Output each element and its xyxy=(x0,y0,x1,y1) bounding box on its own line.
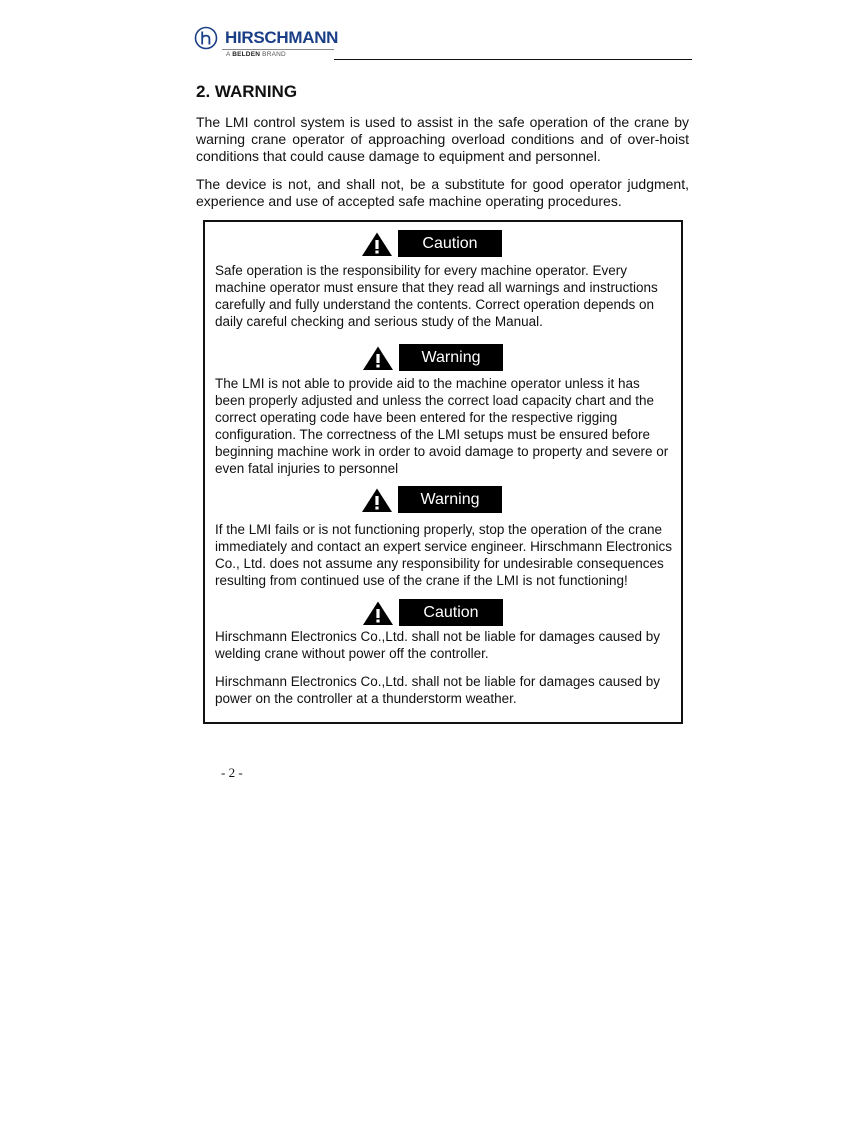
safety-notices-box xyxy=(203,220,683,724)
logo-tagline: A BELDEN BRAND xyxy=(226,51,286,58)
caution-text-2: Hirschmann Electronics Co.,Ltd. shall not be liable for damages caused by welding crane without power off the controller. xyxy=(215,629,660,661)
warning-label: Warning xyxy=(399,344,503,371)
caution-label: Caution xyxy=(399,599,503,626)
warning-triangle-icon xyxy=(361,487,393,513)
caution-text-1: Safe operation is the responsibility for every machine operator. Every machine operator must ensure that they read all warnings and instructions carefully and fully understand the contents. Correct operation depends on daily careful checking and serious study of the Manual. xyxy=(215,263,658,329)
section-title: 2. WARNING xyxy=(196,82,298,101)
page-number: - 2 - xyxy=(221,765,243,780)
warning-header-2 xyxy=(361,486,502,513)
hirschmann-logo xyxy=(194,24,344,60)
intro-paragraph-2: The device is not, and shall not, be a substitute for good operator judgment, experience and use of accepted safe machine operating procedures. xyxy=(196,176,689,209)
caution-text-3: Hirschmann Electronics Co.,Ltd. shall not be liable for damages caused by power on the controller at a thunderstorm weather. xyxy=(215,674,660,706)
logo-wordmark: HIRSCHMANN xyxy=(225,28,339,47)
header-rule xyxy=(334,59,692,60)
warning-text-2: If the LMI fails or is not functioning properly, stop the operation of the crane immediately and contact an expert service engineer. Hirschmann Electronics Co., Ltd. does not assume any responsibility for undesirable consequences resulting from continued use of the crane if the LMI is not functioning! xyxy=(215,522,672,588)
warning-triangle-icon xyxy=(362,345,394,371)
warning-text-1: The LMI is not able to provide aid to the machine operator unless it has been properly adjusted and unless the correct load capacity chart and the correct operating code have been entered for the respective rigging configuration. The correctness of the LMI setups must be ensured before beginning machine work in order to avoid damage to property and severe or even fatal injuries to personnel xyxy=(215,376,669,476)
warning-header-1 xyxy=(362,344,503,371)
warning-triangle-icon xyxy=(361,231,393,257)
warning-label: Warning xyxy=(398,486,502,513)
caution-label: Caution xyxy=(398,230,502,257)
caution-header-2 xyxy=(362,599,503,626)
logo-underline xyxy=(222,49,334,50)
intro-paragraph-1: The LMI control system is used to assist in the safe operation of the crane by warning crane operator of approaching overload conditions and of over-hoist conditions that could cause damage to equipment and personnel. xyxy=(196,114,689,164)
warning-triangle-icon xyxy=(362,600,394,626)
caution-header-1 xyxy=(361,230,502,257)
hirschmann-logo-icon xyxy=(194,26,218,50)
